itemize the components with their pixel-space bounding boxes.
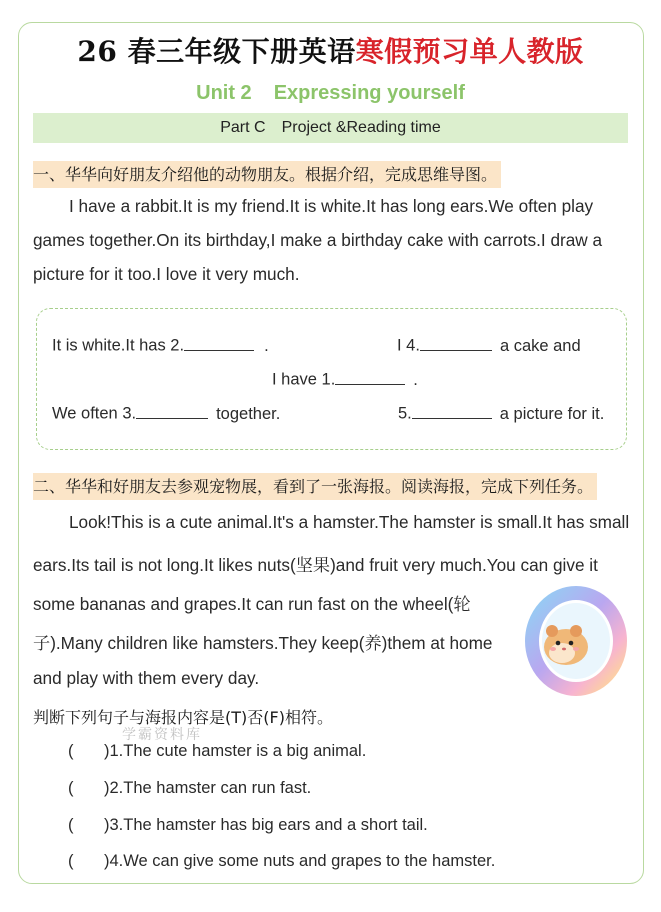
blank-2[interactable] — [184, 334, 254, 351]
passage-line: and play with them every day. — [33, 668, 260, 688]
statement-4-text: )4.We can give some nuts and grapes to the hamster. — [104, 852, 496, 870]
mindmap-item-1-suffix: . — [413, 370, 418, 389]
title-highlight: 寒假预习单人教版 — [355, 35, 584, 68]
unit-heading — [0, 82, 661, 105]
mindmap-item-3-suffix: together. — [216, 404, 281, 423]
section1-heading — [33, 162, 501, 185]
judge-instruction: 判断下列句子与海报内容是(T)否(F)相符。 — [33, 708, 333, 727]
answer-slot-2[interactable]: ( — [68, 779, 74, 797]
section1-passage — [33, 196, 631, 298]
passage-line: ears.Its tail is not long.It likes nuts(坚果)and fruit very much.You can give it — [33, 555, 598, 575]
mindmap-item-4-prefix: I 4. — [397, 336, 420, 355]
passage-line: I have a rabbit.It is my friend.It is white.It has long ears.We often play — [69, 196, 594, 216]
answer-slot-4[interactable]: ( — [68, 852, 74, 870]
part-title: Project &Reading time — [281, 119, 441, 136]
blank-1[interactable] — [335, 368, 405, 385]
statement-1 — [68, 742, 366, 761]
mindmap-item-5-suffix: a picture for it. — [499, 404, 605, 423]
mindmap-item-5-prefix: 5. — [398, 404, 412, 423]
statement-3 — [68, 816, 428, 835]
mindmap-item-5 — [398, 402, 604, 424]
statement-4 — [68, 852, 495, 871]
title-main: 26 春三年级下册英语 — [77, 35, 356, 68]
section2-heading-text: 二、华华和好朋友去参观宠物展，看到了一张海报。阅读海报，完成下列任务。 — [33, 473, 597, 500]
unit-label: Unit 2 — [196, 82, 252, 104]
mindmap-item-3-prefix: We often 3. — [52, 404, 137, 423]
mindmap-item-2-suffix: . — [264, 336, 269, 355]
part-bar — [33, 113, 628, 143]
statement-3-text: )3.The hamster has big ears and a short tail. — [104, 816, 428, 834]
passage-line: Look!This is a cute animal.It's a hamster.The hamster is small.It has small — [69, 512, 630, 532]
blank-5[interactable] — [412, 402, 492, 419]
mindmap-item-4-suffix: a cake and — [499, 336, 581, 355]
watermark: 学霸资料库 — [122, 727, 202, 743]
answer-slot-3[interactable]: ( — [68, 816, 74, 834]
passage-line: picture for it too.I love it very much. — [33, 264, 300, 284]
section2-heading — [33, 474, 597, 497]
hamster-wheel-icon — [518, 585, 630, 697]
passage-line: 子).Many children like hamsters.They keep(养)them at home — [33, 633, 493, 653]
mindmap-item-1 — [272, 368, 418, 390]
blank-3[interactable] — [136, 402, 208, 419]
passage-line: some bananas and grapes.It can run fast on the wheel(轮 — [33, 594, 471, 614]
statement-1-text: )1.The cute hamster is a big animal. — [104, 742, 367, 760]
mindmap-item-1-prefix: I have 1. — [272, 370, 336, 389]
statement-2-text: )2.The hamster can run fast. — [104, 779, 312, 797]
blank-4[interactable] — [420, 334, 492, 351]
mindmap-item-3 — [52, 402, 280, 424]
unit-title: Expressing yourself — [273, 82, 465, 104]
worksheet-title — [0, 30, 661, 70]
passage-line: games together.On its birthday,I make a birthday cake with carrots.I draw a — [33, 230, 603, 250]
mindmap-item-4 — [397, 334, 581, 356]
part-label: Part C — [220, 119, 266, 136]
statement-2 — [68, 779, 311, 798]
mindmap-item-2 — [52, 334, 269, 356]
section1-heading-text: 一、华华向好朋友介绍他的动物朋友。根据介绍，完成思维导图。 — [33, 161, 501, 188]
answer-slot-1[interactable]: ( — [68, 742, 74, 760]
mindmap-item-2-prefix: It is white.It has 2. — [52, 336, 185, 355]
